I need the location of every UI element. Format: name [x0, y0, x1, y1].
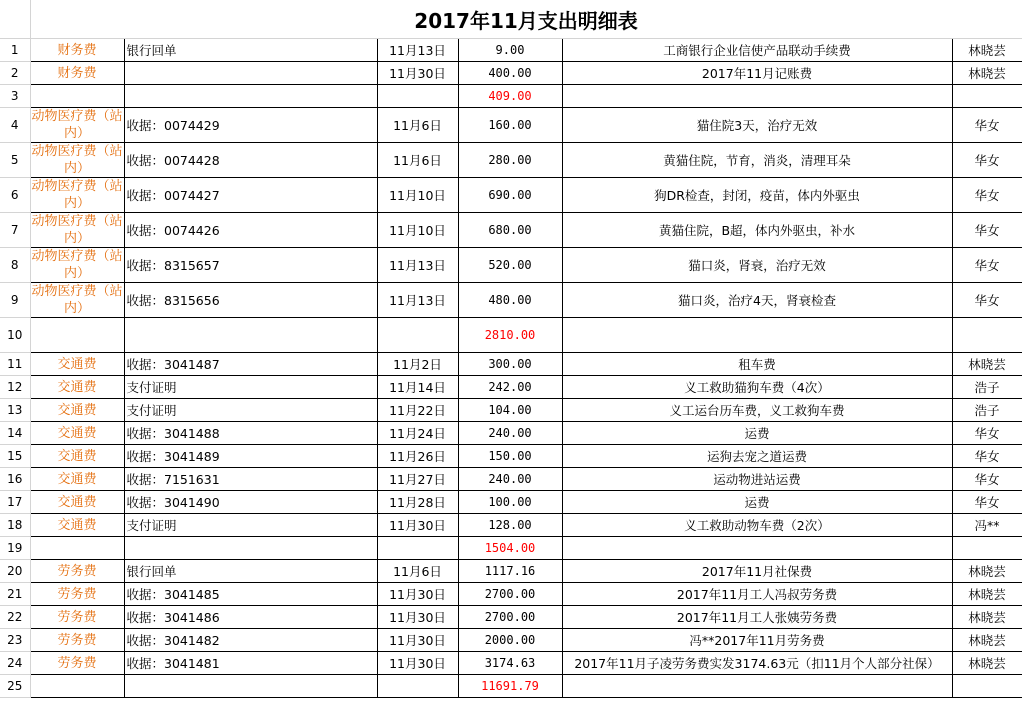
description-cell[interactable]: 义工救助猫狗车费（4次）: [562, 376, 952, 399]
category-cell[interactable]: 动物医疗费（站内）: [31, 284, 123, 316]
row-number[interactable]: 14: [0, 422, 30, 445]
table-row: [0, 422, 1022, 445]
date-cell[interactable]: 11月30日: [377, 514, 458, 537]
document-cell[interactable]: 收据：7151631: [124, 468, 377, 491]
amount-cell[interactable]: 520.00: [458, 248, 562, 283]
category-cell[interactable]: 动物医疗费（站内）: [31, 109, 123, 141]
description-cell[interactable]: 冯**2017年11月劳务费: [562, 629, 952, 652]
date-cell[interactable]: 11月30日: [377, 583, 458, 606]
subtotal-cell[interactable]: 409.00: [458, 85, 562, 108]
handler-cell[interactable]: 华女: [952, 422, 1022, 445]
category-cell[interactable]: 交通费: [30, 445, 124, 468]
date-cell[interactable]: 11月27日: [377, 468, 458, 491]
table-row: [0, 560, 1022, 583]
date-cell[interactable]: [377, 318, 458, 353]
category-cell[interactable]: 动物医疗费（站内）: [31, 144, 123, 176]
description-cell[interactable]: 2017年11月记账费: [562, 62, 952, 85]
description-cell[interactable]: [562, 318, 952, 353]
date-cell[interactable]: 11月14日: [377, 376, 458, 399]
table-row: [0, 606, 1022, 629]
table-row: [0, 108, 1022, 143]
description-cell[interactable]: [562, 85, 952, 108]
table-row: [0, 652, 1022, 675]
amount-cell[interactable]: 150.00: [458, 445, 562, 468]
row-number[interactable]: 15: [0, 445, 30, 468]
category-cell[interactable]: [30, 85, 124, 108]
row-number[interactable]: 24: [0, 652, 30, 675]
date-cell[interactable]: 11月24日: [377, 422, 458, 445]
handler-cell[interactable]: 华女: [952, 468, 1022, 491]
row-number[interactable]: 21: [0, 583, 30, 606]
date-cell[interactable]: [377, 675, 458, 698]
handler-cell[interactable]: [952, 675, 1022, 698]
document-cell[interactable]: 收据：3041485: [124, 583, 377, 606]
description-cell[interactable]: 黄猫住院，B超，体内外驱虫，补水: [562, 213, 952, 248]
handler-cell[interactable]: [952, 318, 1022, 353]
row-number[interactable]: 1: [0, 39, 30, 62]
date-cell[interactable]: 11月30日: [377, 62, 458, 85]
row-number[interactable]: 6: [0, 178, 30, 213]
handler-cell[interactable]: [952, 85, 1022, 108]
subtotal-cell[interactable]: 1504.00: [458, 537, 562, 560]
description-cell[interactable]: 猫住院3天，治疗无效: [562, 108, 952, 143]
subtotal-cell[interactable]: 2810.00: [458, 318, 562, 353]
table-row: [0, 514, 1022, 537]
row-number[interactable]: 20: [0, 560, 30, 583]
table-row: [0, 318, 1022, 353]
category-cell[interactable]: [30, 318, 124, 353]
row-number[interactable]: 3: [0, 85, 30, 108]
category-cell[interactable]: 劳务费: [30, 652, 124, 675]
table-row: [0, 399, 1022, 422]
category-cell[interactable]: 交通费: [30, 422, 124, 445]
date-cell[interactable]: 11月2日: [377, 353, 458, 376]
description-cell[interactable]: [562, 537, 952, 560]
row-number[interactable]: 25: [0, 675, 30, 698]
description-cell[interactable]: 2017年11月子凌劳务费实发3174.63元（扣11月个人部分社保）: [562, 652, 952, 675]
document-cell[interactable]: 收据：3041486: [124, 606, 377, 629]
row-number[interactable]: 19: [0, 537, 30, 560]
date-cell[interactable]: 11月10日: [377, 178, 458, 213]
table-row: [0, 629, 1022, 652]
table-row: [0, 445, 1022, 468]
description-cell[interactable]: 义工救助动物车费（2次）: [562, 514, 952, 537]
handler-cell[interactable]: 林晓芸: [952, 39, 1022, 62]
description-cell[interactable]: 运动物进站运费: [562, 468, 952, 491]
amount-cell[interactable]: 240.00: [458, 422, 562, 445]
date-cell[interactable]: 11月10日: [377, 213, 458, 248]
amount-cell[interactable]: 242.00: [458, 376, 562, 399]
category-cell[interactable]: 交通费: [30, 491, 124, 514]
description-cell[interactable]: 黄猫住院，节育，消炎，清理耳朵: [562, 143, 952, 178]
handler-cell[interactable]: 华女: [952, 283, 1022, 318]
date-cell[interactable]: 11月6日: [377, 560, 458, 583]
sheet-title[interactable]: 2017年11月支出明细表: [30, 0, 1022, 39]
amount-cell[interactable]: 300.00: [458, 353, 562, 376]
row-number[interactable]: 7: [0, 213, 30, 248]
handler-cell[interactable]: 林晓芸: [952, 560, 1022, 583]
date-cell[interactable]: 11月13日: [377, 248, 458, 283]
description-cell[interactable]: 工商银行企业信使产品联动手续费: [562, 39, 952, 62]
category-cell[interactable]: 交通费: [30, 514, 124, 537]
description-cell[interactable]: 猫口炎，治疗4天，肾衰检查: [562, 283, 952, 318]
amount-cell[interactable]: 1117.16: [458, 560, 562, 583]
description-cell[interactable]: 义工运台历车费，义工救狗车费: [562, 399, 952, 422]
category-cell[interactable]: 动物医疗费（站内）: [31, 214, 123, 246]
amount-cell[interactable]: 400.00: [458, 62, 562, 85]
handler-cell[interactable]: 华女: [952, 178, 1022, 213]
table-row: [0, 248, 1022, 283]
document-cell[interactable]: [124, 62, 377, 85]
document-cell[interactable]: 收据：3041490: [124, 491, 377, 514]
category-cell[interactable]: 交通费: [30, 399, 124, 422]
row-number[interactable]: 12: [0, 376, 30, 399]
table-row: [0, 283, 1022, 318]
table-row: [0, 39, 1022, 62]
document-cell[interactable]: 收据：0074428: [124, 143, 377, 178]
document-cell[interactable]: [124, 537, 377, 560]
handler-cell[interactable]: 华女: [952, 143, 1022, 178]
description-cell[interactable]: 运费: [562, 422, 952, 445]
document-cell[interactable]: 支付证明: [124, 399, 377, 422]
date-cell[interactable]: 11月13日: [377, 283, 458, 318]
row-number[interactable]: 17: [0, 491, 30, 514]
row-number[interactable]: 2: [0, 62, 30, 85]
document-cell[interactable]: 收据：0074429: [124, 108, 377, 143]
document-cell[interactable]: 银行回单: [124, 560, 377, 583]
handler-cell[interactable]: 冯**: [952, 514, 1022, 537]
description-cell[interactable]: 狗DR检查，封闭，疫苗，体内外驱虫: [562, 178, 952, 213]
row-number[interactable]: 10: [0, 318, 30, 353]
row-number[interactable]: 11: [0, 353, 30, 376]
date-cell[interactable]: 11月13日: [377, 39, 458, 62]
description-cell[interactable]: 运狗去宠之道运费: [562, 445, 952, 468]
handler-cell[interactable]: 林晓芸: [952, 606, 1022, 629]
row-header-blank[interactable]: [0, 0, 30, 39]
handler-cell[interactable]: 华女: [952, 445, 1022, 468]
description-cell[interactable]: [562, 675, 952, 698]
category-cell[interactable]: 交通费: [30, 468, 124, 491]
category-cell[interactable]: 劳务费: [30, 606, 124, 629]
amount-cell[interactable]: 2700.00: [458, 583, 562, 606]
date-cell[interactable]: 11月30日: [377, 652, 458, 675]
row-number[interactable]: 9: [0, 283, 30, 318]
description-cell[interactable]: 租车费: [562, 353, 952, 376]
handler-cell[interactable]: 林晓芸: [952, 629, 1022, 652]
date-cell[interactable]: 11月6日: [377, 108, 458, 143]
category-cell[interactable]: 财务费: [30, 39, 124, 62]
category-cell[interactable]: 动物医疗费（站内）: [31, 249, 123, 281]
table-body: [0, 39, 1022, 698]
category-cell[interactable]: 劳务费: [30, 583, 124, 606]
row-number[interactable]: 22: [0, 606, 30, 629]
amount-cell[interactable]: 480.00: [458, 283, 562, 318]
handler-cell[interactable]: 华女: [952, 491, 1022, 514]
handler-cell[interactable]: 华女: [952, 248, 1022, 283]
amount-cell[interactable]: 280.00: [458, 143, 562, 178]
category-cell[interactable]: [30, 537, 124, 560]
document-cell[interactable]: 收据：0074426: [124, 213, 377, 248]
handler-cell[interactable]: [952, 537, 1022, 560]
table-row: [0, 537, 1022, 560]
description-cell[interactable]: 猫口炎，肾衰，治疗无效: [562, 248, 952, 283]
date-cell[interactable]: 11月28日: [377, 491, 458, 514]
table-row: [0, 62, 1022, 85]
document-cell[interactable]: 支付证明: [124, 376, 377, 399]
document-cell[interactable]: 收据：3041481: [124, 652, 377, 675]
table-row: [0, 178, 1022, 213]
row-number[interactable]: 23: [0, 629, 30, 652]
table-row: [0, 675, 1022, 698]
document-cell[interactable]: 银行回单: [124, 39, 377, 62]
row-number[interactable]: 13: [0, 399, 30, 422]
table-row: [0, 583, 1022, 606]
description-cell[interactable]: 2017年11月工人张姨劳务费: [562, 606, 952, 629]
category-cell[interactable]: 动物医疗费（站内）: [31, 179, 123, 211]
document-cell[interactable]: 收据：8315657: [124, 248, 377, 283]
amount-cell[interactable]: 240.00: [458, 468, 562, 491]
description-cell[interactable]: 2017年11月社保费: [562, 560, 952, 583]
row-number[interactable]: 16: [0, 468, 30, 491]
table-row: [0, 213, 1022, 248]
handler-cell[interactable]: 华女: [952, 213, 1022, 248]
document-cell[interactable]: 收据：3041487: [124, 353, 377, 376]
table-row: [0, 491, 1022, 514]
document-cell[interactable]: [124, 85, 377, 108]
document-cell[interactable]: 收据：8315656: [124, 283, 377, 318]
category-cell[interactable]: 交通费: [30, 353, 124, 376]
category-cell[interactable]: 财务费: [30, 62, 124, 85]
document-cell[interactable]: [124, 675, 377, 698]
table-row: [0, 353, 1022, 376]
document-cell[interactable]: 收据：3041489: [124, 445, 377, 468]
amount-cell[interactable]: 690.00: [458, 178, 562, 213]
table-row: [0, 143, 1022, 178]
amount-cell[interactable]: 100.00: [458, 491, 562, 514]
date-cell[interactable]: [377, 537, 458, 560]
subtotal-cell[interactable]: 11691.79: [458, 675, 562, 698]
document-cell[interactable]: [124, 318, 377, 353]
category-cell[interactable]: [30, 675, 124, 698]
amount-cell[interactable]: 160.00: [458, 108, 562, 143]
amount-cell[interactable]: 680.00: [458, 213, 562, 248]
category-cell[interactable]: 交通费: [30, 376, 124, 399]
date-cell[interactable]: 11月30日: [377, 629, 458, 652]
date-cell[interactable]: [377, 85, 458, 108]
handler-cell[interactable]: 浩子: [952, 376, 1022, 399]
amount-cell[interactable]: 9.00: [458, 39, 562, 62]
date-cell[interactable]: 11月30日: [377, 606, 458, 629]
row-number[interactable]: 5: [0, 143, 30, 178]
handler-cell[interactable]: 林晓芸: [952, 353, 1022, 376]
handler-cell[interactable]: 林晓芸: [952, 583, 1022, 606]
date-cell[interactable]: 11月22日: [377, 399, 458, 422]
document-cell[interactable]: 收据：3041488: [124, 422, 377, 445]
category-cell[interactable]: 劳务费: [30, 560, 124, 583]
table-row: [0, 85, 1022, 108]
table-row: [0, 468, 1022, 491]
handler-cell[interactable]: 华女: [952, 108, 1022, 143]
handler-cell[interactable]: 浩子: [952, 399, 1022, 422]
row-number[interactable]: 18: [0, 514, 30, 537]
row-number[interactable]: 4: [0, 108, 30, 143]
amount-cell[interactable]: 2000.00: [458, 629, 562, 652]
table-row: [0, 376, 1022, 399]
document-cell[interactable]: 收据：0074427: [124, 178, 377, 213]
amount-cell[interactable]: 3174.63: [458, 652, 562, 675]
date-cell[interactable]: 11月6日: [377, 143, 458, 178]
description-cell[interactable]: 运费: [562, 491, 952, 514]
row-number[interactable]: 8: [0, 248, 30, 283]
handler-cell[interactable]: 林晓芸: [952, 62, 1022, 85]
amount-cell[interactable]: 104.00: [458, 399, 562, 422]
document-cell[interactable]: 支付证明: [124, 514, 377, 537]
category-cell[interactable]: 劳务费: [30, 629, 124, 652]
document-cell[interactable]: 收据：3041482: [124, 629, 377, 652]
amount-cell[interactable]: 2700.00: [458, 606, 562, 629]
amount-cell[interactable]: 128.00: [458, 514, 562, 537]
handler-cell[interactable]: 林晓芸: [952, 652, 1022, 675]
description-cell[interactable]: 2017年11月工人冯叔劳务费: [562, 583, 952, 606]
date-cell[interactable]: 11月26日: [377, 445, 458, 468]
